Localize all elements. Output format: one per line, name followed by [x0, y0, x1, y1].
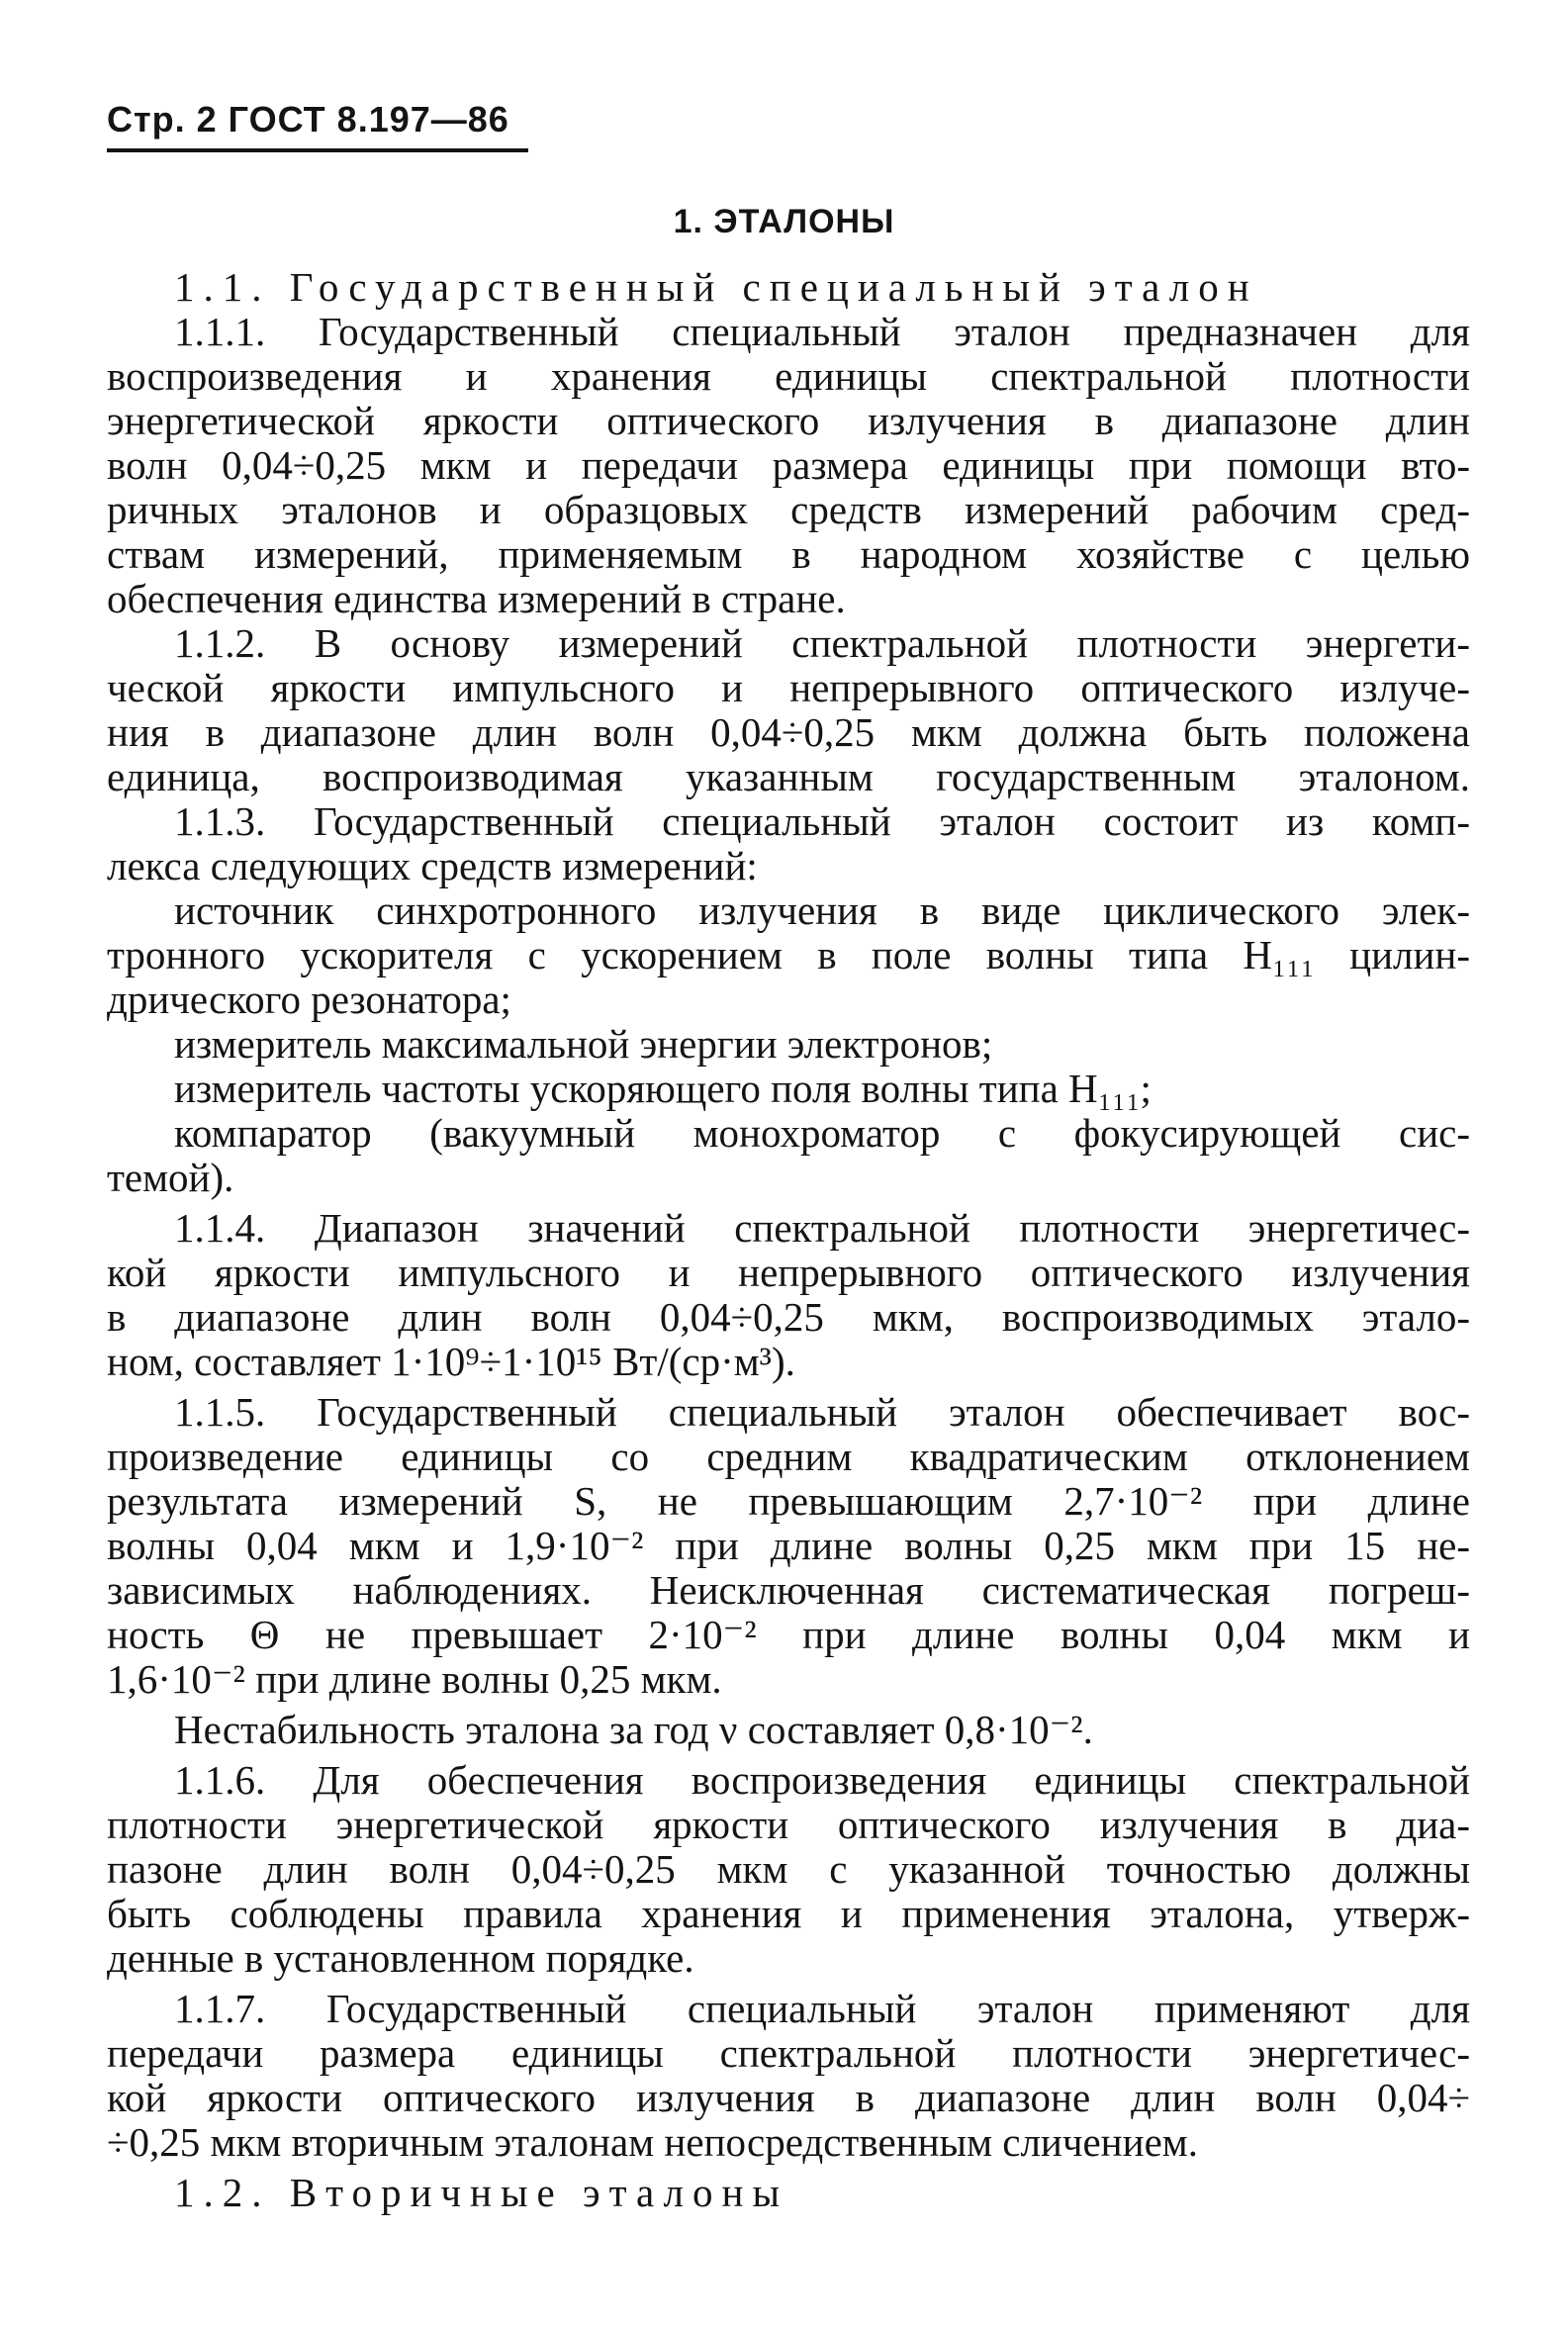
text-line: плотности энергетической яркости оптического излучения в диа-: [107, 1802, 1470, 1847]
subsection-heading: 1.2. Вторичные эталоны: [174, 2170, 788, 2215]
text-line: обеспечения единства измерений в стране.: [107, 576, 846, 621]
text-line: волн 0,04÷0,25 мкм и передачи размера единицы при помощи вто-: [107, 442, 1470, 488]
text-line: воспроизведения и хранения единицы спектральной плотности: [107, 353, 1470, 399]
text-line: ность Θ не превышает 2·10⁻² при длине волны 0,04 мкм и: [107, 1612, 1470, 1657]
text-line: быть соблюдены правила хранения и применения эталона, утверж-: [107, 1891, 1470, 1936]
text-line: 1.1.3. Государственный специальный эталон состоит из комп-: [174, 798, 1470, 844]
text-line: измеритель частоты ускоряющего поля волны типа H₁₁₁;: [174, 1066, 1152, 1111]
text-line: результата измерений S, не превышающим 2,7·10⁻² при длине: [107, 1478, 1470, 1524]
text-line: кой яркости импульсного и непрерывного оптического излучения: [107, 1250, 1470, 1295]
text-line: ном, составляет 1·10⁹÷1·10¹⁵ Вт/(ср·м³).: [107, 1339, 795, 1384]
text-line: 1.1.5. Государственный специальный эталон обеспечивает вос-: [174, 1389, 1470, 1435]
text-line: тронного ускорителя с ускорением в поле волны типа H₁₁₁ цилин-: [107, 932, 1470, 977]
text-line: зависимых наблюдениях. Неисключенная систематическая погреш-: [107, 1567, 1470, 1613]
text-line: передачи размера единицы спектральной плотности энергетичес-: [107, 2030, 1470, 2076]
text-line: единица, воспроизводимая указанным государственным эталоном.: [107, 754, 1470, 799]
text-line: измеритель максимальной энергии электронов;: [174, 1021, 993, 1067]
text-line: дрического резонатора;: [107, 977, 511, 1022]
text-line: ричных эталонов и образцовых средств измерений рабочим сред-: [107, 487, 1470, 532]
text-line: 1.1.4. Диапазон значений спектральной плотности энергетичес-: [174, 1205, 1470, 1251]
text-line: ния в диапазоне длин волн 0,04÷0,25 мкм должна быть положена: [107, 709, 1470, 755]
text-line: лекса следующих средств измерений:: [107, 843, 758, 888]
text-line: 1.1.2. В основу измерений спектральной плотности энергети-: [174, 620, 1470, 666]
text-line: ствам измерений, применяемым в народном хозяйстве с целью: [107, 531, 1470, 577]
text-line: 1.1.1. Государственный специальный эталон предназначен для: [174, 309, 1470, 354]
section-title: 1. ЭТАЛОНЫ: [673, 203, 895, 240]
text-line: 1.1.7. Государственный специальный эталон применяют для: [174, 1986, 1470, 2031]
text-line: 1.1.6. Для обеспечения воспроизведения единицы спектральной: [174, 1757, 1470, 1803]
text-line: денные в установленном порядке.: [107, 1935, 694, 1981]
page-header: Стр. 2 ГОСТ 8.197—86: [107, 99, 509, 140]
text-line: ческой яркости импульсного и непрерывного оптического излуче-: [107, 665, 1470, 710]
text-line: произведение единицы со средним квадратическим отклонением: [107, 1434, 1470, 1479]
header-rule: [107, 148, 528, 152]
text-line: Нестабильность эталона за год ν составляет 0,8·10⁻².: [174, 1707, 1093, 1752]
text-line: волны 0,04 мкм и 1,9·10⁻² при длине волны 0,25 мкм при 15 не-: [107, 1523, 1470, 1568]
text-line: кой яркости оптического излучения в диапазоне длин волн 0,04÷: [107, 2075, 1470, 2120]
text-line: темой).: [107, 1155, 234, 1200]
text-line: ÷0,25 мкм вторичным эталонам непосредственным сличением.: [107, 2119, 1198, 2165]
subsection-heading: 1.1. Государственный специальный эталон: [174, 264, 1258, 310]
text-line: пазоне длин волн 0,04÷0,25 мкм с указанной точностью должны: [107, 1846, 1470, 1892]
text-line: компаратор (вакуумный монохроматор с фокусирующей сис-: [174, 1110, 1470, 1156]
text-line: энергетической яркости оптического излучения в диапазоне длин: [107, 398, 1470, 443]
text-line: в диапазоне длин волн 0,04÷0,25 мкм, воспроизводимых этало-: [107, 1294, 1470, 1340]
text-line: источник синхротронного излучения в виде циклического элек-: [174, 887, 1470, 933]
text-line: 1,6·10⁻² при длине волны 0,25 мкм.: [107, 1656, 722, 1702]
document-body: [107, 265, 1470, 2215]
